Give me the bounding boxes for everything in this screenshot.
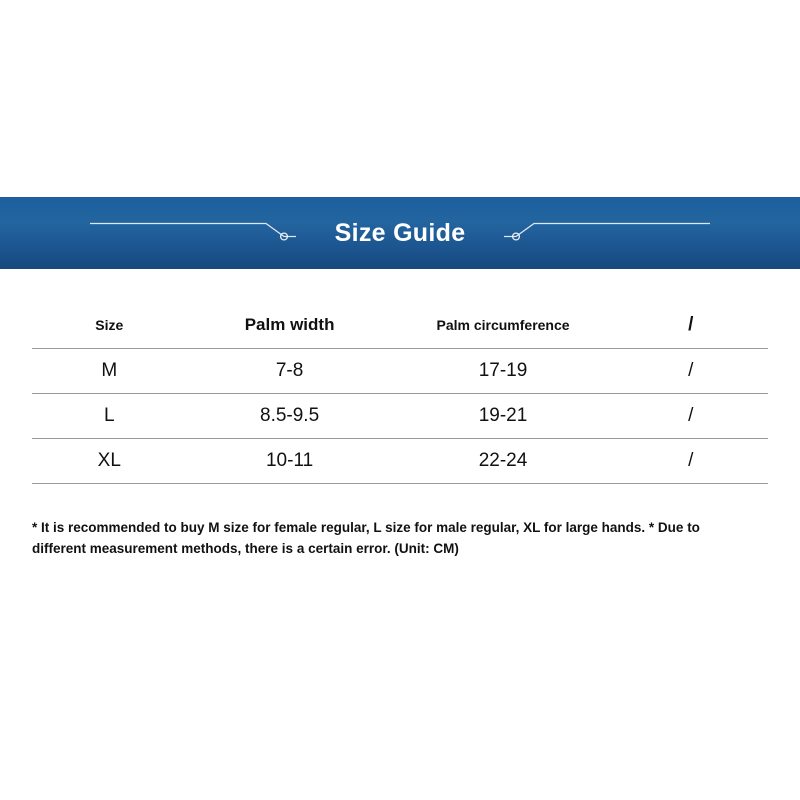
cell-palm-width: 10-11 — [187, 439, 393, 484]
page-title: Size Guide — [334, 218, 466, 247]
cell-blank: / — [613, 349, 768, 394]
column-header-palm-width: Palm width — [187, 308, 393, 349]
cell-palm-circumference: 22-24 — [393, 439, 614, 484]
size-table-container — [32, 308, 768, 484]
cell-size: M — [32, 349, 187, 394]
size-note: * It is recommended to buy M size for female regular, L size for male regular, XL for large hands. * Due to different measurement methods, there is a certain error. (Unit: CM) — [32, 520, 700, 556]
banner-inner — [0, 197, 800, 269]
cell-palm-circumference: 17-19 — [393, 349, 614, 394]
column-header-palm-circumference: Palm circumference — [393, 308, 614, 349]
line-node-decoration-right-icon — [502, 218, 712, 249]
table-row — [32, 394, 768, 439]
table-header-row — [32, 308, 768, 349]
column-header-size: Size — [32, 308, 187, 349]
column-header-blank: / — [613, 308, 768, 349]
table-row — [32, 349, 768, 394]
table-body — [32, 349, 768, 484]
cell-palm-circumference: 19-21 — [393, 394, 614, 439]
line-node-decoration-left-icon — [88, 218, 298, 249]
size-table — [32, 308, 768, 484]
cell-palm-width: 7-8 — [187, 349, 393, 394]
cell-size: XL — [32, 439, 187, 484]
table-header — [32, 308, 768, 349]
cell-blank: / — [613, 439, 768, 484]
table-row — [32, 439, 768, 484]
cell-size: L — [32, 394, 187, 439]
size-guide-banner — [0, 197, 800, 269]
cell-palm-width: 8.5-9.5 — [187, 394, 393, 439]
cell-blank: / — [613, 394, 768, 439]
